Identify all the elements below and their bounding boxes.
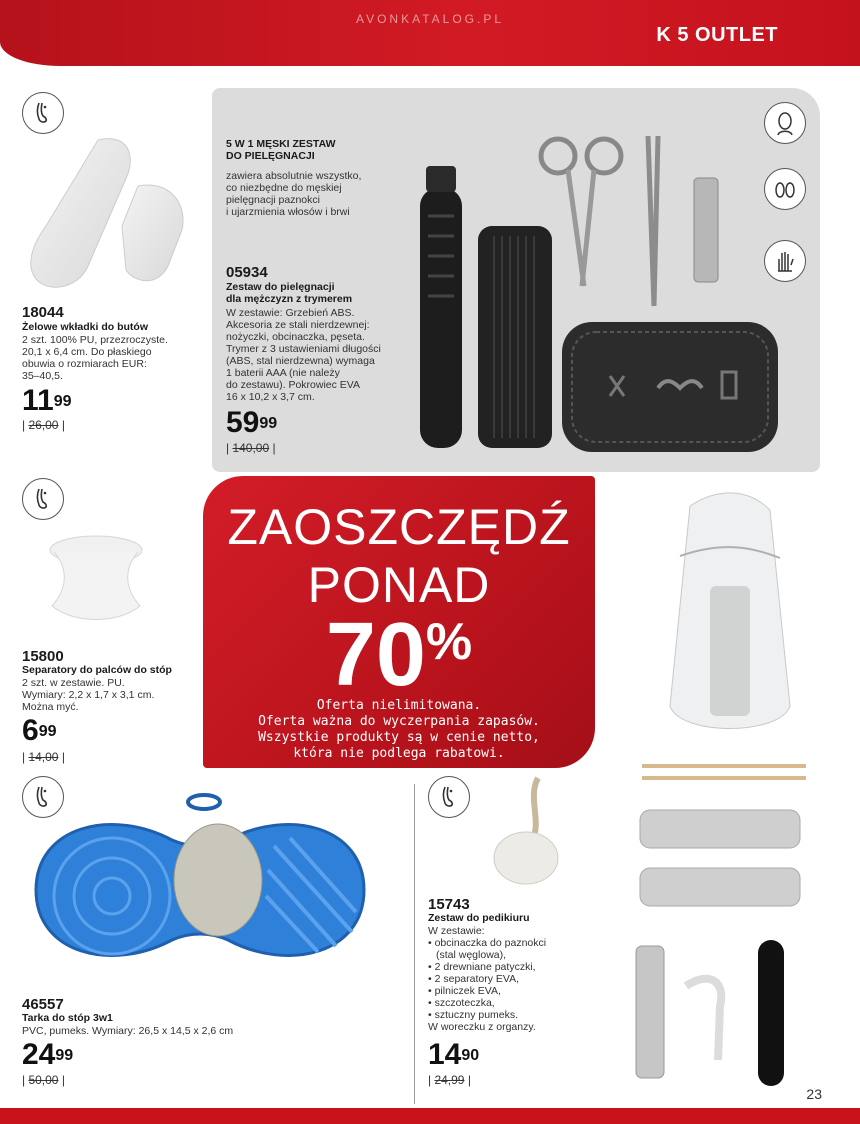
product-code: 15743 (428, 896, 470, 913)
product-code: 46557 (22, 996, 64, 1013)
old-price: | 140,00 | (226, 441, 276, 455)
promo-headline: ZAOSZCZĘDŹ (227, 499, 571, 555)
product-description: 2 szt. 100% PU, przezroczyste. 20,1 x 6,4 cm. Do płaskiego obuwia o rozmiarach EUR: 35–40,5. (22, 334, 168, 382)
product-price: $6^{99}$ (22, 714, 57, 747)
product-description: 2 szt. w zestawie. PU. Wymiary: 2,2 x 1,7 x 3,1 cm. Można myć. (22, 677, 155, 713)
product-code: 05934 (226, 264, 268, 281)
foot-scrubber-image (22, 786, 376, 994)
set-header: 5 W 1 MĘSKI ZESTAW DO PIELĘGNACJI (226, 138, 336, 162)
product-description: W zestawie: • obcinaczka do paznokci (stal węglowa), • 2 drewniane patyczki, • 2 separatory EVA, • pilniczek EVA, • szczoteczka, • sztuczny pumeks. W woreczku z organzy. (428, 925, 547, 1033)
foot-icon (22, 478, 64, 520)
product-name: Żelowe wkładki do butów (22, 321, 149, 333)
mens-grooming-set-image (410, 126, 810, 456)
gel-insoles-image (18, 126, 194, 296)
product-name: Tarka do stóp 3w1 (22, 1012, 113, 1024)
footer-band (0, 1108, 860, 1124)
product-description: W zestawie: Grzebień ABS. Akcesoria ze stali nierdzewnej: nożyczki, obcinaczka, pęseta. Trymer z 3 ustawieniami długości (ABS, stal nierdzewna) wymaga 1 baterii AAA (nie należy do zestawu). Pokrowiec EVA 16 x 10,2 x 3,7 cm. (226, 307, 381, 403)
product-name: Zestaw do pedikiuru (428, 912, 530, 924)
column-divider (414, 784, 415, 1104)
old-price: | 50,00 | (22, 1073, 65, 1087)
product-name: Separatory do palców do stóp (22, 664, 172, 676)
promo-percent: 70% (325, 605, 473, 705)
organza-bag-image (640, 486, 820, 746)
product-price: $14^{90}$ (428, 1038, 480, 1071)
section-title: K 5 OUTLET (656, 24, 778, 46)
pedicure-items-image (630, 760, 814, 1090)
promo-subheadline: PONAD (307, 557, 491, 613)
old-price: | 26,00 | (22, 418, 65, 432)
pumice-image (488, 772, 574, 888)
foot-icon (428, 776, 470, 818)
old-price: | 24,99 | (428, 1073, 471, 1087)
page-number: 23 (806, 1086, 822, 1102)
product-code: 15800 (22, 648, 64, 665)
old-price: | 14,00 | (22, 750, 65, 764)
watermark: AVONKATALOG.PL (355, 12, 505, 26)
product-name: Zestaw do pielęgnacji dla mężczyzn z trymerem (226, 281, 353, 305)
set-intro: zawiera absolutnie wszystko, co niezbędne do męskiej pielęgnacji paznokci i ujarzmienia włosów i brwi (226, 170, 362, 218)
product-price: $11^{99}$ (22, 384, 72, 417)
product-price: $24^{99}$ (22, 1038, 74, 1071)
product-description: PVC, pumeks. Wymiary: 26,5 x 14,5 x 2,6 cm (22, 1025, 234, 1037)
product-price: $59^{99}$ (226, 406, 278, 439)
promo-note: Oferta nielimitowana. Oferta ważna do wyczerpania zapasów. Wszystkie produkty są w cenie netto, która nie podlega rabatowi. (258, 698, 540, 761)
promo-banner (203, 476, 595, 768)
toe-separators-image (44, 528, 148, 628)
product-code: 18044 (22, 304, 64, 321)
